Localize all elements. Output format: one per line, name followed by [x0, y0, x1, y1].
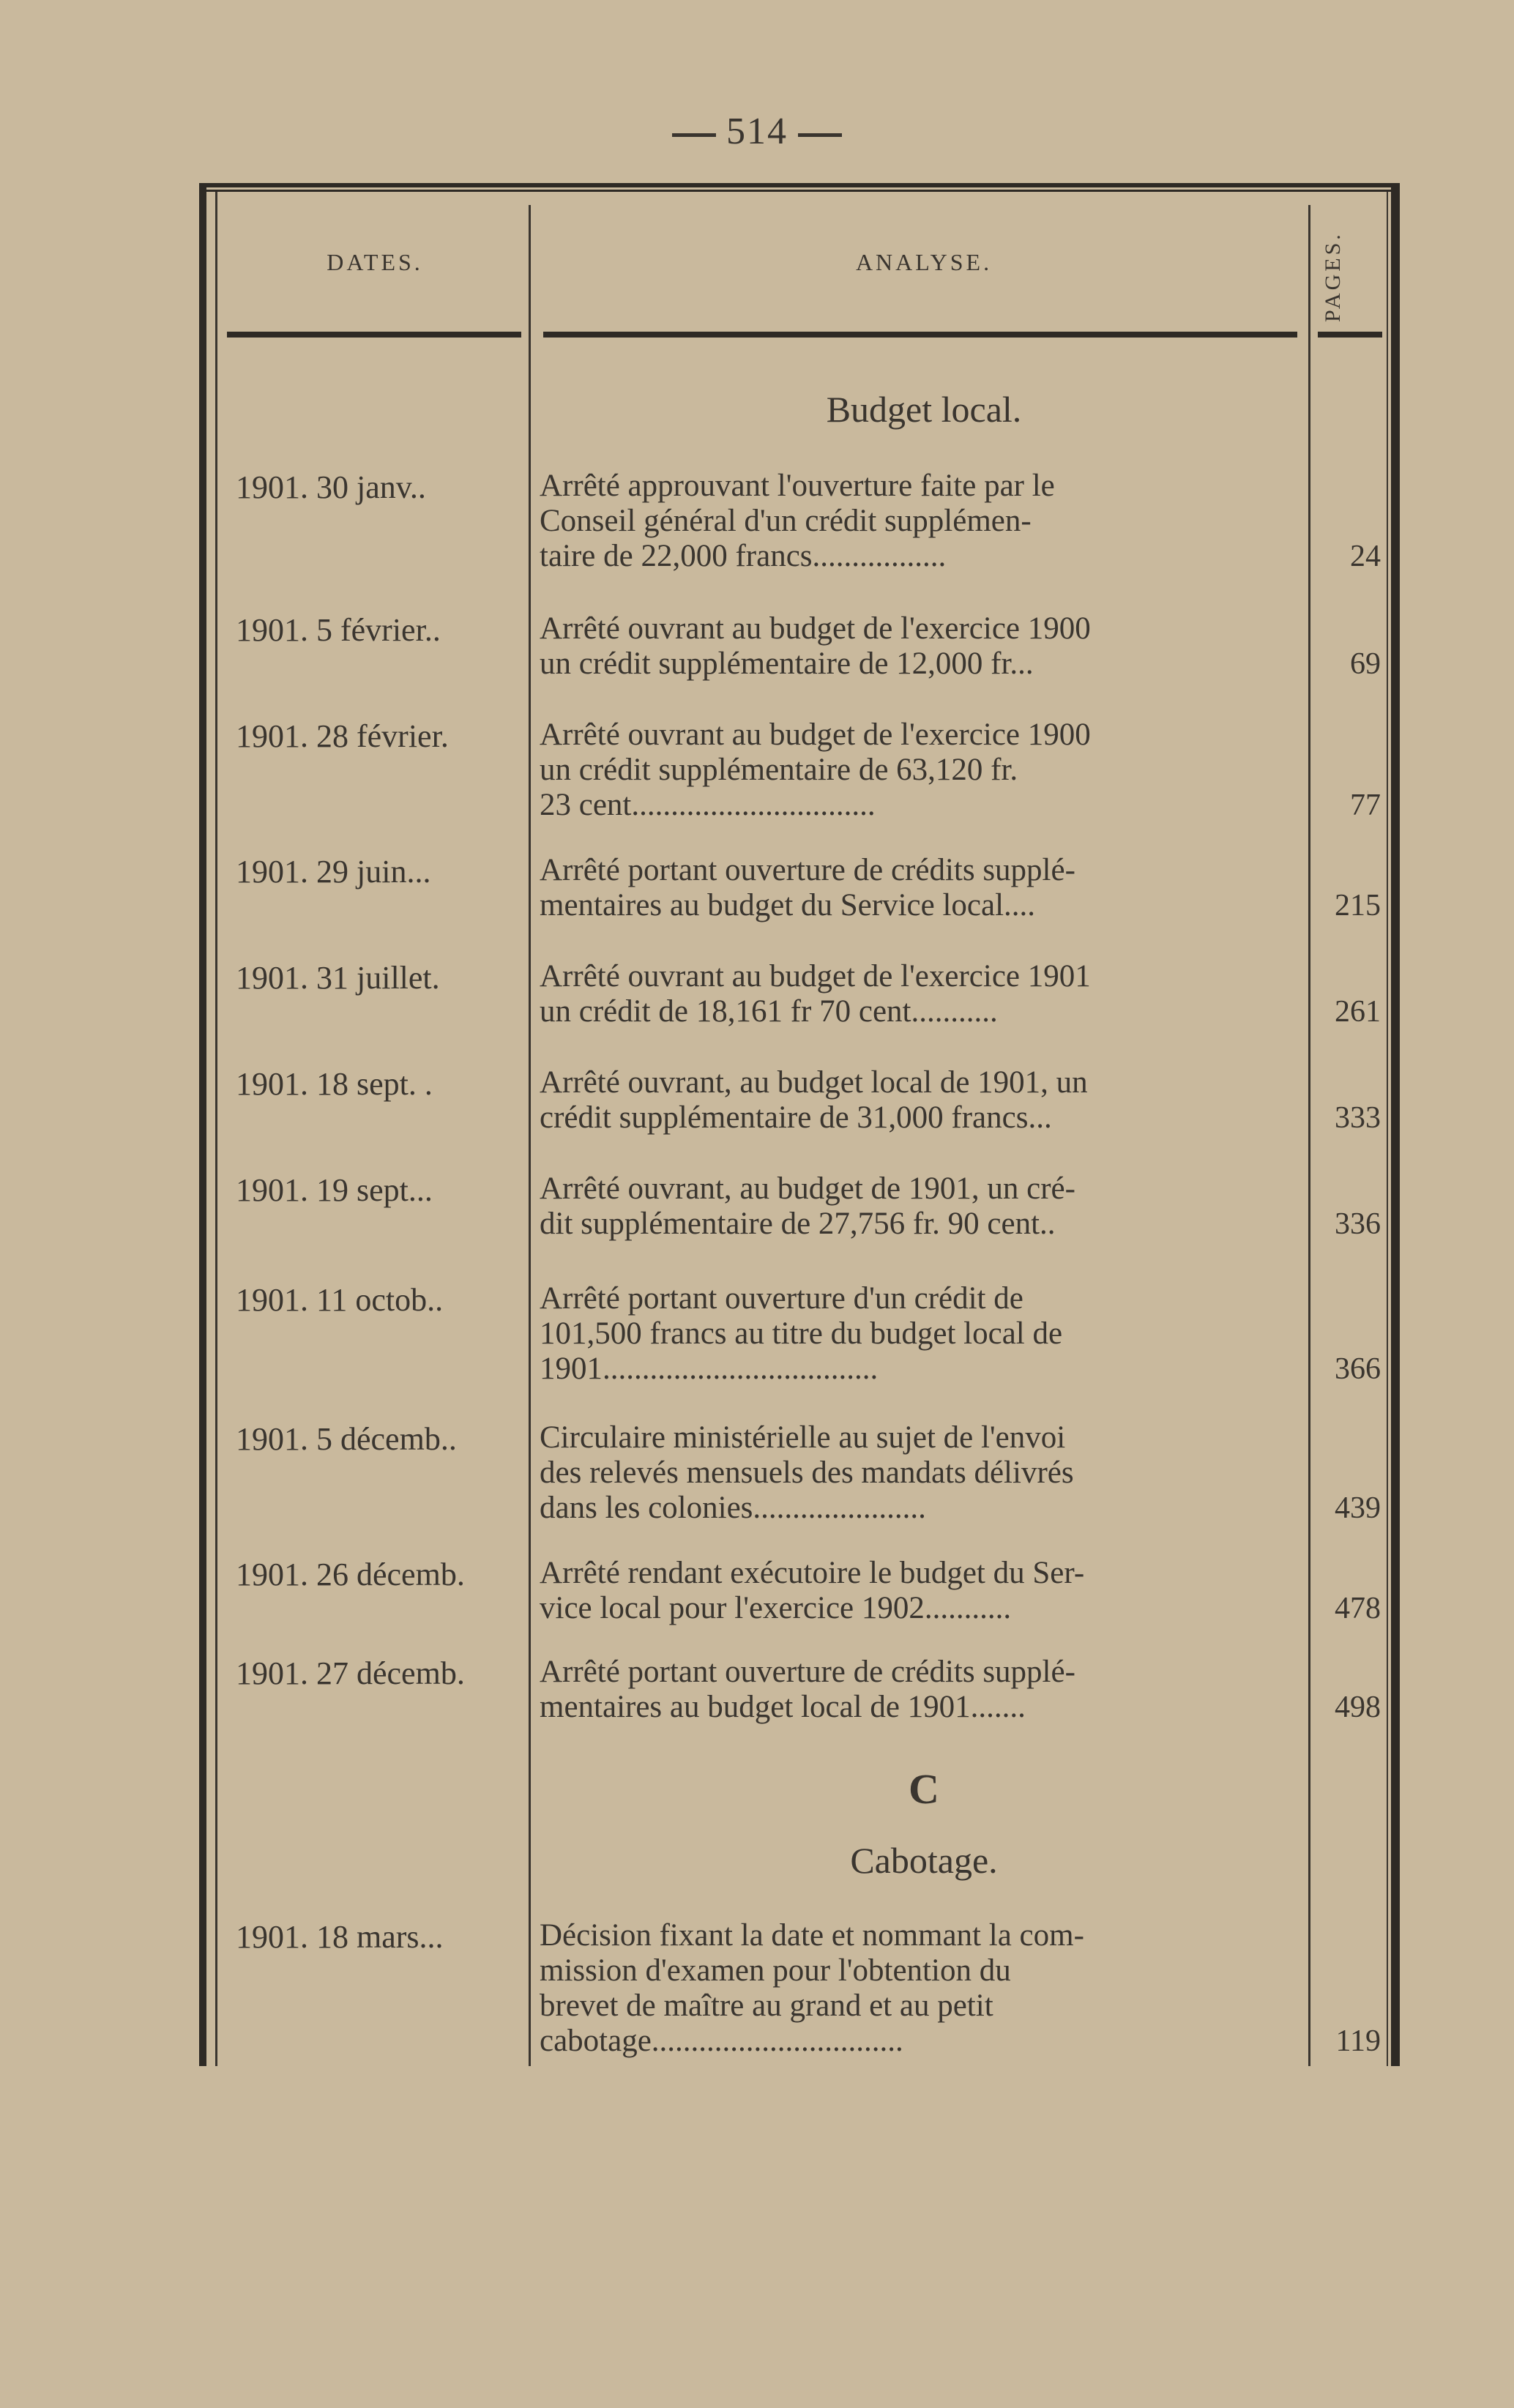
- right-rule: [1391, 183, 1400, 2066]
- header-rule-dates: [227, 332, 521, 338]
- analyse-line: Décision fixant la date et nommant la com-: [540, 1918, 1084, 1953]
- row-date: 1901. 27 décemb.: [236, 1655, 465, 1691]
- row-date: 1901. 30 janv..: [236, 469, 426, 505]
- column-divider-dates: [529, 205, 531, 2066]
- row-analyse: [540, 1171, 1305, 1242]
- dash-left: [672, 133, 716, 137]
- row-date: 1901. 5 décemb..: [236, 1421, 457, 1457]
- header-analyse: ANALYSE.: [855, 249, 993, 275]
- row-page: 366: [1335, 1352, 1381, 1386]
- page-number-text: 514: [726, 111, 788, 152]
- analyse-line: Conseil général d'un crédit supplémen-: [540, 504, 1032, 538]
- analyse-line: mentaires au budget du Service local....: [540, 888, 1036, 922]
- analyse-line: un crédit supplémentaire de 63,120 fr.: [540, 753, 1018, 787]
- analyse-line: mentaires au budget local de 1901.......: [540, 1690, 1026, 1724]
- analyse-line: 101,500 francs au titre du budget local de: [540, 1316, 1063, 1351]
- row-analyse: [540, 469, 1305, 574]
- row-analyse: [540, 853, 1305, 923]
- header-pages: PAGES.: [1321, 231, 1345, 322]
- row-page: 69: [1350, 647, 1381, 681]
- row-page: 261: [1335, 995, 1381, 1029]
- left-rule: [199, 183, 206, 2066]
- analyse-line: Circulaire ministérielle au sujet de l'envoi: [540, 1420, 1066, 1455]
- row-analyse: [540, 611, 1305, 682]
- row-analyse: [540, 1065, 1305, 1136]
- analyse-line: vice local pour l'exercice 1902...........: [540, 1591, 1012, 1625]
- row-page: 77: [1350, 789, 1381, 822]
- analyse-line: dans les colonies......................: [540, 1491, 926, 1525]
- row-page: 498: [1335, 1691, 1381, 1724]
- analyse-line: Arrêté ouvrant au budget de l'exercice 1901: [540, 959, 1091, 994]
- section-title-cabotage: Cabotage.: [850, 1840, 998, 1881]
- column-divider-analyse: [1308, 205, 1310, 2066]
- row-analyse: [540, 1918, 1305, 2059]
- row-analyse: [540, 717, 1305, 823]
- row-date: 1901. 29 juin...: [236, 854, 431, 890]
- analyse-line: Arrêté portant ouverture d'un crédit de: [540, 1281, 1023, 1316]
- analyse-line: Arrêté portant ouverture de crédits supplé-: [540, 853, 1075, 887]
- analyse-line: dit supplémentaire de 27,756 fr. 90 cent..: [540, 1207, 1056, 1241]
- left-inner-rule: [215, 192, 217, 2066]
- row-date: 1901. 18 mars...: [236, 1919, 444, 1955]
- analyse-line: brevet de maître au grand et au petit: [540, 1988, 993, 2023]
- row-date: 1901. 5 février..: [236, 612, 441, 648]
- row-page: 439: [1335, 1491, 1381, 1525]
- header-rule-pages: [1318, 332, 1382, 338]
- row-date: 1901. 31 juillet.: [236, 960, 440, 996]
- analyse-line: mission d'examen pour l'obtention du: [540, 1953, 1011, 1988]
- section-letter-c: C: [909, 1765, 939, 1813]
- row-page: 333: [1335, 1101, 1381, 1135]
- row-analyse: [540, 1281, 1305, 1387]
- analyse-line: taire de 22,000 francs.................: [540, 539, 947, 573]
- analyse-line: des relevés mensuels des mandats délivrés: [540, 1455, 1074, 1490]
- row-analyse: [540, 959, 1305, 1029]
- row-page: 24: [1350, 540, 1381, 573]
- row-analyse: [540, 1420, 1305, 1526]
- column-divider-pages: [1387, 192, 1388, 2066]
- analyse-line: 23 cent...............................: [540, 788, 876, 822]
- analyse-line: Arrêté approuvant l'ouverture faite par le: [540, 469, 1055, 503]
- section-title-budget-local: Budget local.: [826, 389, 1022, 430]
- row-date: 1901. 26 décemb.: [236, 1557, 465, 1592]
- analyse-line: Arrêté rendant exécutoire le budget du Ser-: [540, 1556, 1085, 1590]
- page-number: [0, 110, 1514, 153]
- analyse-line: un crédit supplémentaire de 12,000 fr...: [540, 646, 1034, 681]
- analyse-line: Arrêté ouvrant, au budget de 1901, un cré-: [540, 1171, 1075, 1206]
- row-date: 1901. 19 sept...: [236, 1172, 433, 1208]
- analyse-line: crédit supplémentaire de 31,000 francs...: [540, 1100, 1052, 1135]
- row-date: 1901. 18 sept. .: [236, 1066, 433, 1102]
- analyse-line: un crédit de 18,161 fr 70 cent...........: [540, 994, 998, 1029]
- analyse-line: Arrêté ouvrant au budget de l'exercice 1900: [540, 717, 1091, 752]
- row-date: 1901. 28 février.: [236, 718, 449, 754]
- row-page: 336: [1335, 1207, 1381, 1241]
- row-analyse: [540, 1556, 1305, 1626]
- header-rule-analyse: [543, 332, 1297, 338]
- row-analyse: [540, 1655, 1305, 1725]
- analyse-line: Arrêté ouvrant, au budget local de 1901, un: [540, 1065, 1088, 1100]
- analyse-line: Arrêté ouvrant au budget de l'exercice 1900: [540, 611, 1091, 646]
- analyse-line: Arrêté portant ouverture de crédits supplé-: [540, 1655, 1075, 1689]
- dash-right: [798, 133, 842, 137]
- top-rule: [199, 183, 1400, 192]
- index-table: [199, 183, 1400, 2066]
- header-dates: DATES.: [327, 249, 423, 275]
- analyse-line: cabotage................................: [540, 2024, 903, 2058]
- analyse-line: 1901...................................: [540, 1352, 879, 1386]
- row-page: 119: [1335, 2024, 1381, 2058]
- row-page: 215: [1335, 889, 1381, 922]
- row-page: 478: [1335, 1592, 1381, 1625]
- row-date: 1901. 11 octob..: [236, 1282, 444, 1318]
